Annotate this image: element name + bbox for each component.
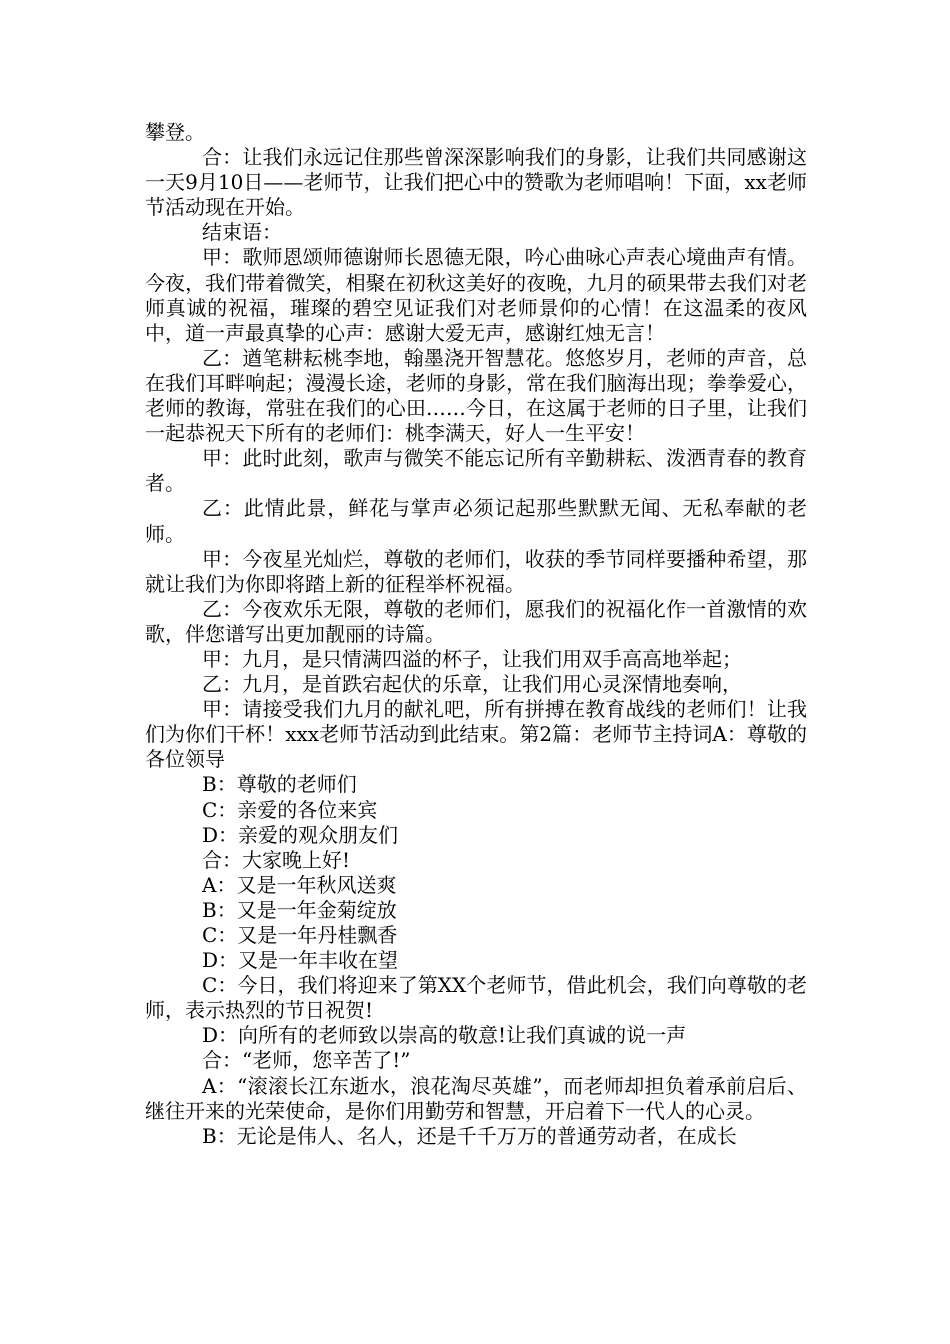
document-body: [145, 120, 807, 1149]
paragraph-21: C：今日，我们将迎来了第XX个老师节，借此机会，我们向尊敬的老师，表示热烈的节日祝贺!: [145, 973, 807, 1023]
paragraph-7: 乙：此情此景，鲜花与掌声必须记起那些默默无闻、无私奉献的老师。: [145, 496, 807, 546]
paragraph-17: A：又是一年秋风送爽: [202, 872, 397, 897]
paragraph-16: 合：大家晚上好!: [202, 847, 351, 872]
paragraph-8: 甲：今夜星光灿烂，尊敬的老师们，收获的季节同样要播种希望，那就让我们为你即将踏上新的征程举杯祝福。: [145, 546, 807, 596]
paragraph-14: C：亲爱的各位来宾: [202, 797, 378, 822]
paragraph-9: 乙：今夜欢乐无限，尊敬的老师们，愿我们的祝福化作一首激情的欢歌，伴您谱写出更加靓丽的诗篇。: [145, 596, 807, 646]
paragraph-4: 甲：歌师恩颂师德谢师长恩德无限，吟心曲咏心声表心境曲声有情。今夜，我们带着微笑，相聚在初秋这美好的夜晚，九月的硕果带去我们对老师真诚的祝福，璀璨的碧空见证我们对老师景仰的心情！在这温柔的夜风中，道一声最真挚的心声：感谢大爱无声，感谢红烛无言！: [145, 245, 807, 345]
paragraph-24: A：“滚滚长江东逝水，浪花淘尽英雄”，而老师却担负着承前启后、继往开来的光荣使命，是你们用勤劳和智慧，开启着下一代人的心灵。: [145, 1073, 807, 1123]
paragraph-20: D：又是一年丰收在望: [202, 948, 399, 973]
paragraph-10: 甲：九月，是只情满四溢的杯子，让我们用双手高高地举起；: [202, 646, 742, 671]
paragraph-6: 甲：此时此刻，歌声与微笑不能忘记所有辛勤耕耘、泼洒青春的教育者。: [145, 446, 807, 496]
paragraph-1: 攀登。: [145, 120, 205, 144]
paragraph-23: 合：“老师，您辛苦了!”: [202, 1048, 411, 1073]
paragraph-5: 乙：遒笔耕耘桃李地，翰墨浇开智慧花。悠悠岁月，老师的声音，总在我们耳畔响起；漫漫长途，老师的身影，常在我们脑海出现；拳拳爱心，老师的教诲，常驻在我们的心田……今日，在这属于老师的日子里，让我们一起恭祝天下所有的老师们：桃李满天，好人一生平安！: [145, 345, 807, 446]
paragraph-18: B：又是一年金菊绽放: [202, 897, 397, 922]
paragraph-2: 合：让我们永远记住那些曾深深影响我们的身影，让我们共同感谢这一天9月10日——老师节，让我们把心中的赞歌为老师唱响！下面，xx老师节活动现在开始。: [145, 145, 807, 220]
paragraph-11: 乙：九月，是首跌宕起伏的乐章，让我们用心灵深情地奏响，: [202, 672, 742, 697]
paragraph-25: B：无论是伟人、名人，还是千千万万的普通劳动者，在成长: [202, 1123, 737, 1148]
paragraph-15: D：亲爱的观众朋友们: [202, 822, 399, 847]
closing-heading: 结束语：: [202, 220, 282, 245]
paragraph-12: 甲：请接受我们九月的献礼吧，所有拼搏在教育战线的老师们！让我们为你们干杯！xxx老师节活动到此结束。第2篇：老师节主持词A：尊敬的各位领导: [145, 697, 807, 772]
paragraph-19: C：又是一年丹桂飘香: [202, 923, 398, 947]
paragraph-13: B：尊敬的老师们: [202, 772, 357, 797]
paragraph-22: D：向所有的老师致以崇高的敬意!让我们真诚的说一声: [202, 1023, 687, 1048]
